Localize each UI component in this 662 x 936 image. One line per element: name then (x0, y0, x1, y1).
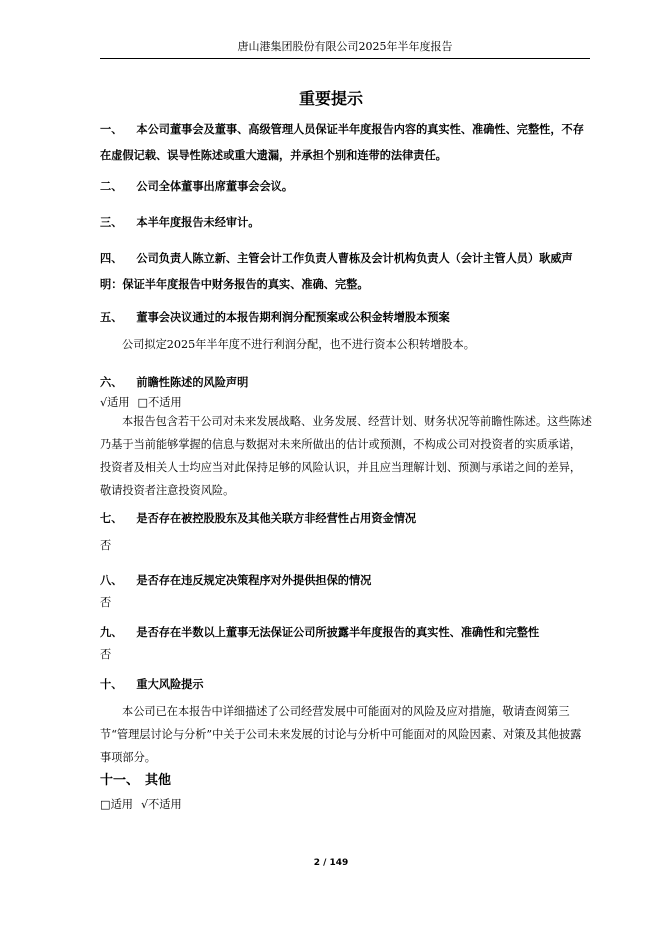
not-applicable-option: □不适用 (137, 396, 182, 409)
section-11 (100, 768, 592, 794)
doc-title: 重要提示 (298, 89, 363, 108)
page-number: 2 / 149 (313, 858, 349, 868)
section-number: 八、 (100, 574, 123, 587)
section-6 (100, 370, 592, 396)
section-text: 是否存在半数以上董事无法保证公司所披露半年度报告的真实性、准确性和完整性 (136, 626, 540, 639)
section-text: 公司全体董事出席董事会会议。 (136, 180, 294, 193)
section-1 (100, 117, 592, 169)
section-10 (100, 672, 592, 698)
section-number: 九、 (100, 626, 123, 639)
section-3 (100, 210, 592, 236)
applicable-option: □适用 (100, 798, 133, 811)
section-11-options (100, 796, 182, 814)
section-number: 一、 (100, 123, 123, 136)
section-number: 四、 (100, 252, 123, 265)
section-number: 三、 (100, 216, 123, 229)
not-applicable-option: √不适用 (140, 798, 182, 811)
section-6-body: 本报告包含若干公司对未来发展战略、业务发展、经营计划、财务状况等前瞻性陈述。这些陈述乃基于当前能够掌握的信息与数据对未来所做出的估计或预测，不构成公司对投资者的实质承诺，投资者及相关人士均应当对此保持足够的风险认识，并且应当理解计划、预测与承诺之间的差异，敬请投资者注意投资风险。 (100, 415, 592, 497)
section-number: 十一、 (100, 773, 140, 788)
section-text: 是否存在违反规定决策程序对外提供担保的情况 (136, 574, 372, 587)
section-4 (100, 246, 592, 298)
section-number: 五、 (100, 311, 123, 324)
section-8 (100, 568, 592, 594)
section-10-body: 本公司已在本报告中详细描述了公司经营发展中可能面对的风险及应对措施，敬请查阅第三节“管理层讨论与分析”中关于公司未来发展的讨论与分析中可能面对的风险因素、对策及其他披露事项部分。 (100, 705, 582, 764)
section-text: 董事会决议通过的本报告期利润分配预案或公积金转增股本预案 (136, 311, 450, 324)
section-5-body: 公司拟定2025年半年度不进行利润分配，也不进行资本公积转增股本。 (122, 338, 475, 351)
applicable-option: √适用 (100, 396, 130, 409)
section-text: 本公司董事会及董事、高级管理人员保证半年度报告内容的真实性、准确性、完整性，不存在虚假记载、误导性陈述或重大遗漏，并承担个别和连带的法律责任。 (100, 123, 584, 162)
section-number: 六、 (100, 376, 123, 389)
section-text: 其他 (145, 773, 172, 788)
section-text: 本半年度报告未经审计。 (136, 216, 260, 229)
section-8-answer: 否 (100, 596, 112, 609)
section-9 (100, 620, 592, 646)
section-number: 二、 (100, 180, 123, 193)
section-7-answer: 否 (100, 539, 112, 552)
section-text: 重大风险提示 (136, 678, 204, 691)
section-text: 公司负责人陈立新、主管会计工作负责人曹栋及会计机构负责人（会计主管人员）耿威声明：保证半年度报告中财务报告的真实、准确、完整。 (100, 252, 573, 291)
page-header: 唐山港集团股份有限公司2025年半年度报告 (100, 38, 590, 59)
section-number: 七、 (100, 512, 123, 525)
section-7 (100, 506, 592, 532)
section-2 (100, 174, 592, 200)
section-number: 十、 (100, 678, 123, 691)
section-text: 前瞻性陈述的风险声明 (136, 376, 249, 389)
section-9-answer: 否 (100, 648, 112, 661)
section-5 (100, 305, 592, 331)
section-text: 是否存在被控股股东及其他关联方非经营性占用资金情况 (136, 512, 417, 525)
